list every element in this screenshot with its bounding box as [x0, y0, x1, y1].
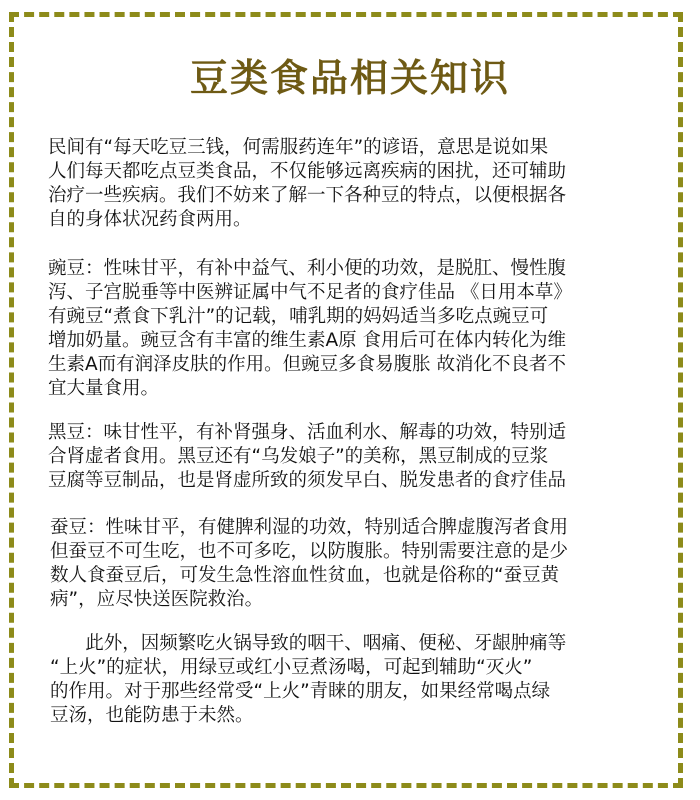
- text-line: 但蚕豆不可生吃，也不可多吃，以防腹胀。特别需要注意的是少: [50, 541, 569, 562]
- text-line: 豌豆：性味甘平，有补中益气、利小便的功效，是脱肛、慢性腹: [48, 258, 567, 279]
- black-bean-paragraph: [48, 421, 566, 493]
- text-line: 生素A而有润泽皮肤的作用。但豌豆多食易腹胀 故消化不良者不: [48, 354, 567, 375]
- text-line: 病”，应尽快送医院救治。: [50, 589, 264, 610]
- broad-bean-paragraph: [50, 516, 568, 612]
- text-line: “上火”的症状，用绿豆或红小豆煮汤喝，可起到辅助“灭火”: [50, 657, 533, 678]
- text-line: 合肾虚者食用。黑豆还有“乌发娘子”的美称，黑豆制成的豆浆: [48, 446, 549, 467]
- text-line: 有豌豆“煮食下乳汁”的记载，哺乳期的妈妈适当多吃点豌豆可: [48, 306, 549, 327]
- text-line: 民间有“每天吃豆三钱，何需服药连年”的谚语，意思是说如果: [48, 137, 549, 158]
- text-line: 增加奶量。豌豆含有丰富的维生素A原 食用后可在体内转化为维: [48, 330, 567, 351]
- text-line: 数人食蚕豆后，可发生急性溶血性贫血，也就是俗称的“蚕豆黄: [50, 565, 560, 586]
- hotpot-paragraph: [50, 632, 566, 728]
- text-line: 黑豆：味甘性平，有补肾强身、活血利水、解毒的功效，特别适: [48, 422, 567, 443]
- text-line: 蚕豆：性味甘平，有健脾利湿的功效，特别适合脾虚腹泻者食用: [50, 517, 569, 538]
- text-line: 豆腐等豆制品，也是肾虚所致的须发早白、脱发患者的食疗佳品: [48, 470, 567, 491]
- pea-paragraph: [48, 257, 572, 401]
- page-title: 豆类食品相关知识: [189, 56, 510, 100]
- text-line: 泻、子宫脱垂等中医辨证属中气不足者的食疗佳品 《日用本草》: [48, 282, 572, 303]
- text-line: 豆汤，也能防患于未然。: [50, 705, 254, 726]
- text-line: 自的身体状况药食两用。: [48, 209, 252, 230]
- text-line: 的作用。对于那些经常受“上火”青睐的朋友，如果经常喝点绿: [50, 681, 551, 702]
- text-line: 治疗一些疾病。我们不妨来了解一下各种豆的特点，以便根据各: [48, 185, 567, 206]
- text-line: 此外，因频繁吃火锅导致的咽干、咽痛、便秘、牙龈肿痛等: [50, 633, 567, 654]
- intro-paragraph: [48, 136, 566, 232]
- text-line: 人们每天都吃点豆类食品，不仅能够远离疾病的困扰，还可辅助: [48, 161, 567, 182]
- text-line: 宜大量食用。: [48, 378, 160, 399]
